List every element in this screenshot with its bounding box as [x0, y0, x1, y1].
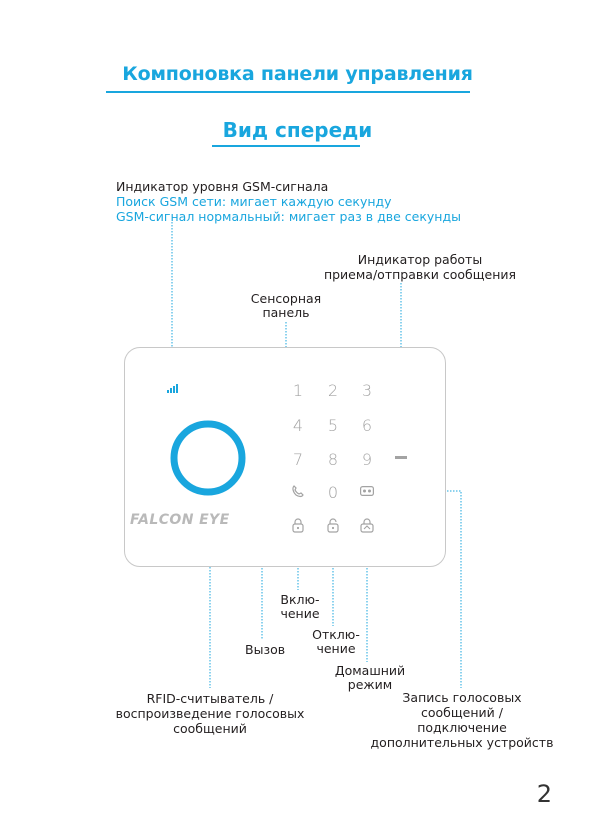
key-3[interactable]: 3 — [361, 381, 373, 400]
key-2[interactable]: 2 — [327, 381, 339, 400]
disarm-label-1: Отклю- — [312, 627, 360, 642]
key-4[interactable]: 4 — [292, 416, 304, 435]
touch-panel-label-2: панель — [262, 305, 310, 320]
cassette-icon[interactable] — [360, 486, 374, 496]
page-subtitle: Вид спереди — [222, 118, 373, 142]
record-label-2: сообщений / — [421, 705, 503, 720]
key-1[interactable]: 1 — [292, 381, 304, 400]
key-0[interactable]: 0 — [327, 483, 339, 502]
message-indicator-label-2: приема/отправки сообщения — [323, 267, 517, 282]
call-label: Вызов — [245, 642, 286, 657]
rfid-label-2: воспроизведение голосовых — [115, 706, 305, 721]
lock-closed-icon[interactable] — [292, 518, 304, 533]
key-6[interactable]: 6 — [361, 416, 373, 435]
record-label-4: дополнительных устройств — [370, 735, 554, 750]
gsm-normal-text: GSM-сигнал нормальный: мигает раз в две секунды — [116, 209, 461, 224]
disarm-label-2: чение — [316, 641, 356, 656]
key-8[interactable]: 8 — [327, 450, 339, 469]
signal-bars-icon — [167, 383, 181, 393]
rfid-label-3: сообщений — [173, 721, 247, 736]
message-indicator-led — [395, 456, 407, 459]
page-title: Компоновка панели управления — [122, 63, 473, 85]
record-label-1: Запись голосовых — [402, 690, 522, 705]
home-lock-icon[interactable] — [360, 518, 374, 533]
gsm-indicator-label: Индикатор уровня GSM-сигнала — [116, 179, 329, 194]
key-7[interactable]: 7 — [292, 450, 304, 469]
message-indicator-label-1: Индикатор работы — [357, 252, 483, 267]
touch-panel-label-1: Сенсорная — [250, 291, 322, 306]
home-label-1: Домашний — [334, 663, 406, 678]
page-number: 2 — [536, 780, 552, 808]
arm-label-1: Вклю- — [280, 592, 320, 607]
gsm-search-text: Поиск GSM сети: мигает каждую секунду — [116, 194, 392, 209]
rfid-label-1: RFID-считыватель / — [146, 691, 274, 706]
key-5[interactable]: 5 — [327, 416, 339, 435]
phone-icon[interactable] — [291, 484, 305, 498]
lock-open-icon[interactable] — [327, 518, 339, 533]
rfid-reader-ring-icon[interactable] — [168, 418, 248, 498]
home-label-2: режим — [347, 677, 393, 692]
arm-label-2: чение — [280, 606, 320, 621]
key-9[interactable]: 9 — [361, 450, 373, 469]
brand-logo: FALCON EYE — [130, 512, 230, 528]
record-label-3: подключение — [417, 720, 507, 735]
